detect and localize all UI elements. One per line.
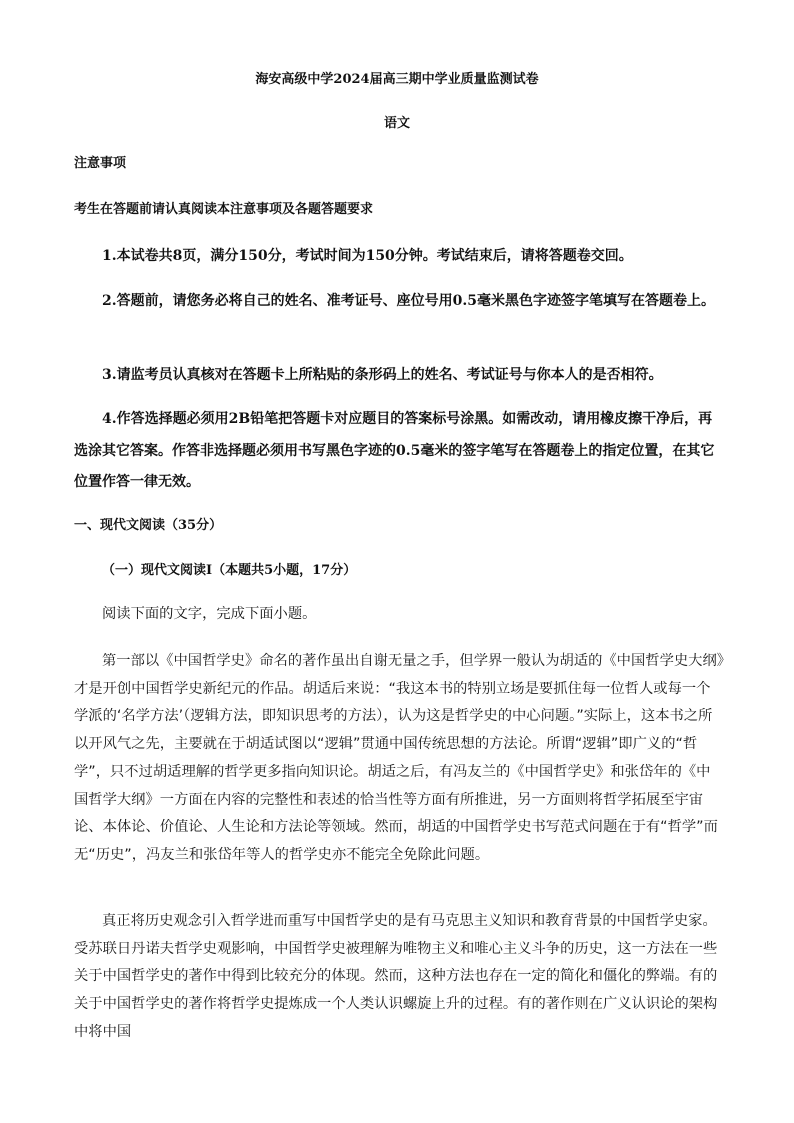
section-heading: 一、现代文阅读（35分） xyxy=(74,518,223,533)
notice-item-2: 2.答题前，请您务必将自己的姓名、准考证号、座位号用0.5毫米黑色字迹签字笔填写在答题卷上。 xyxy=(102,293,715,309)
section-subheading: （一）现代文阅读Ⅰ（本题共5小题，17分） xyxy=(102,563,357,578)
notice-item-3: 3.请监考员认真核对在答题卡上所粘贴的条形码上的姓名、考试证号与你本人的是否相符。 xyxy=(102,367,663,383)
notice-intro: 考生在答题前请认真阅读本注意事项及各题答题要求 xyxy=(74,202,374,217)
subject-title: 语文 xyxy=(383,116,410,131)
reading-instruction: 阅读下面的文字，完成下面小题。 xyxy=(102,606,317,622)
passage-paragraph: 真正将历史观念引入哲学进而重写中国哲学史的是有马克思主义知识和教育背景的中国哲学史家。受苏联日丹诺夫哲学史观影响，中国哲学史被理解为唯物主义和唯心主义斗争的历史，这一方法在一些关于中国哲学史的著作中得到比较充分的体现。然而，这种方法也存在一定的简化和僵化的弊端。有的关于中国哲学史的著作将哲学史提炼成一个人类认识螺旋上升的过程。有的著作则在广义认识论的架构中将中国 xyxy=(74,913,718,1040)
notice-item-1: 1.本试卷共8页，满分150分，考试时间为150分钟。考试结束后，请将答题卷交回。 xyxy=(102,248,633,264)
notice-heading: 注意事项 xyxy=(74,156,127,171)
exam-title: 海安高级中学2024届高三期中学业质量监测试卷 xyxy=(255,72,539,87)
passage-paragraph: 第一部以《中国哲学史》命名的著作虽出自谢无量之手，但学界一般认为胡适的《中国哲学史大纲》才是开创中国哲学史新纪元的作品。胡适后来说：“我这本书的特别立场是要抓住每一位哲人或每一个学派的‘名学方法’（逻辑方法，即知识思考的方法），认为这是哲学史的中心问题。”实际上，这本书之所以开风气之先，主要就在于胡适试图以“逻辑”贯通中国传统思想的方法论。所谓“逻辑”即广义的“哲学”，只不过胡适理解的哲学更多指向知识论。胡适之后，有冯友兰的《中国哲学史》和张岱年的《中国哲学大纲》一方面在内容的完整性和表述的恰当性等方面有所推进，另一方面则将哲学拓展至宇宙论、本体论、价值论、人生论和方法论等领域。然而，胡适的中国哲学史书写范式问题在于有“哲学”而无“历史”，冯友兰和张岱年等人的哲学史亦不能完全免除此问题。 xyxy=(74,653,724,863)
notice-item-4: 4.作答选择题必须用2B铅笔把答题卡对应题目的答案标号涂黑。如需改动，请用橡皮擦干净后，再选涂其它答案。作答非选择题必须用书写黑色字迹的0.5毫米的签字笔写在答题卷上的指定位置，在其它位置作答一律无效。 xyxy=(74,411,715,490)
